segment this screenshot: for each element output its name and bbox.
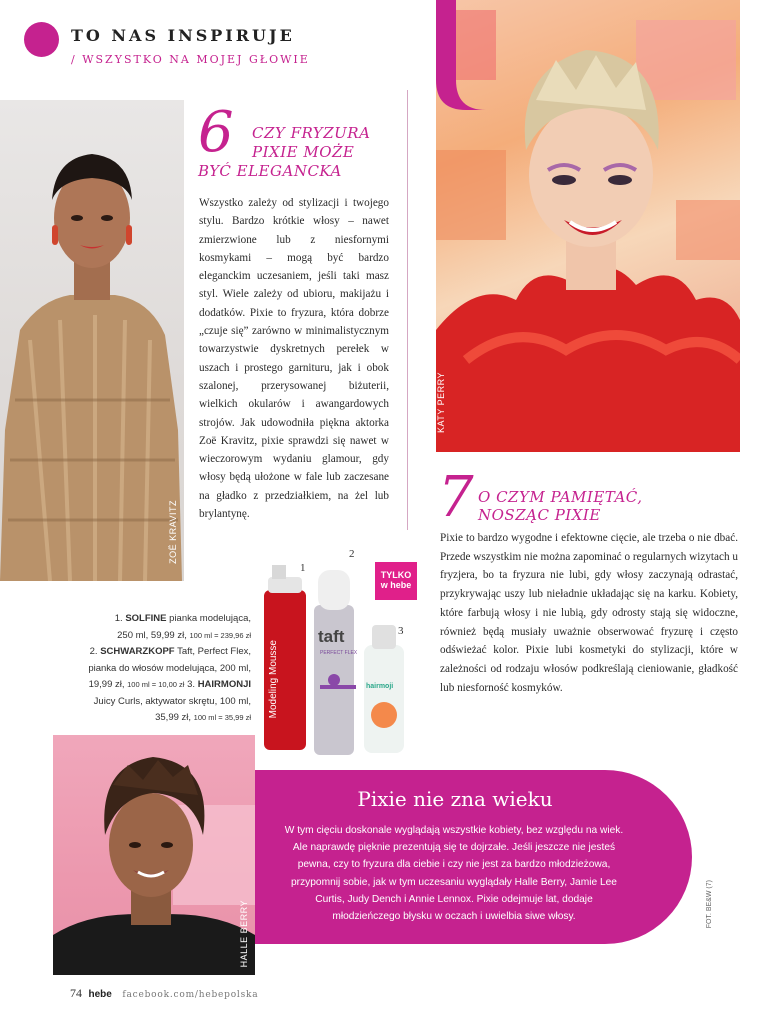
p1-unit: 100 ml = 239,96 zł — [189, 630, 251, 640]
p2-prefix: 2. — [89, 646, 98, 657]
p2-price: 19,99 zł, — [88, 679, 125, 690]
product-number-1: 1 — [300, 562, 306, 574]
section-6-body: Wszystko zależy od stylizacji i twojego stylu. Bardzo krótkie włosy – nawet zmierzwione lub z niesfornymi kosmykami – mogą być bardzo eleganckim uczesaniem, jeśli taki masz styl. Wiele zależy od ubioru, makijażu i dodatków. Pixie to fryzura, która dobrze „czuje się” zarówno w minimalistycznym towarzystwie dyskretnych perełek w uszach i prostego garnituru, jak i obok szalonej, przerysowanej biżuterii, wielkich okularów i awangardowych strojów. Jak udowodniła piękna aktorka Zoë Kravitz, pixie sprawdzi się nawet w wieczorowym wydaniu glamour, gdy włosy będą ułożone w fale lub zaczesane na gładko z przedziałkiem, na żel lub brylantynę. — [199, 197, 389, 521]
p3-desc: Juicy Curls, aktywator skrętu, 100 ml, — [93, 695, 251, 707]
p1-prefix: 1. — [114, 613, 123, 624]
p2-desc2: pianka do włosów modelująca, 200 ml, — [88, 662, 251, 674]
column-divider — [407, 90, 408, 530]
section-title: TO NAS INSPIRUJE — [71, 26, 295, 45]
badge-line-2: w hebe — [380, 580, 412, 590]
badge-line-1: TYLKO — [380, 570, 412, 580]
photo-credit: FOT. BE&W (7) — [706, 880, 713, 929]
katy-illustration — [436, 0, 740, 452]
product-2-brand: taft — [318, 627, 345, 646]
photo-katy-perry — [436, 0, 740, 452]
caption-halle: HALLE BERRY — [239, 900, 249, 968]
p1-brand: SOLFINE — [125, 613, 167, 624]
p2-brand: SCHWARZKOPF — [100, 646, 175, 657]
tylko-w-hebe-badge — [375, 562, 417, 600]
p2-unit: 100 ml = 10,00 zł — [127, 680, 185, 689]
p2-desc: Taft, Perfect Flex, — [177, 646, 251, 657]
halle-illustration — [53, 735, 255, 975]
section-6-heading-line-2: PIXIE MOŻE — [252, 143, 355, 161]
zoe-illustration — [0, 100, 184, 581]
section-subtitle: / WSZYSTKO NA MOJEJ GŁOWIE — [71, 53, 310, 66]
product-3-brand: hairmoji — [366, 683, 394, 690]
p3-unit: 100 ml = 35,99 zł — [193, 713, 251, 722]
pink-box-body: W tym cięciu doskonale wyglądają wszystkie kobiety, bez względu na wiek. Ale naprawdę pięknie prezentują się te dojrzałe. Jeśli jeszcze nie jesteś pewna, czy to fryzura dla ciebie i czy nie jest za bardzo młodzieżowa, przypomnij sobie, jak w tym uczesaniu wyglądały Halle Berry, Jamie Lee Curtis, Judy Dench i Annie Lennox. Pixie odejmuje lat, dodaje młodzieńczego błysku w oczach i uwielbia siwe włosy. — [284, 825, 624, 923]
section-6-heading-line-3: BYĆ ELEGANCKA — [198, 162, 342, 180]
footer-brand: hebe — [88, 989, 112, 1000]
section-7-heading — [478, 488, 738, 524]
footer — [70, 986, 258, 1001]
pink-box-title: Pixie nie zna wieku — [357, 787, 553, 811]
section-7-number: 7 — [438, 465, 474, 530]
product-1-label: Modeling Mousse — [268, 640, 279, 719]
product-caption — [60, 611, 251, 727]
p1-price: 250 ml, 59,99 zł, — [117, 629, 187, 641]
photo-zoe-kravitz — [0, 100, 184, 581]
photo-halle-berry — [53, 735, 255, 975]
caption-katy: KATY PERRY — [436, 372, 446, 434]
section-7-heading-line-1: O CZYM PAMIĘTAĆ, — [478, 488, 643, 506]
section-7-heading-line-2: NOSZĄC PIXIE — [478, 506, 601, 524]
p3-price: 35,99 zł, — [155, 712, 192, 723]
p1-desc: pianka modelująca, — [169, 613, 251, 624]
product-number-2: 2 — [349, 548, 355, 560]
header-dot — [24, 22, 59, 57]
section-6-number: 6 — [198, 100, 234, 165]
footer-url[interactable]: facebook.com/hebepolska — [122, 990, 259, 1000]
product-2-sub: PERFECT FLEX — [320, 650, 358, 656]
p3-prefix: 3. — [187, 679, 196, 690]
section-6-heading — [198, 124, 398, 181]
p3-brand: HAIRMONJI — [197, 679, 251, 690]
product-number-3: 3 — [398, 625, 404, 637]
caption-zoe: ZOË KRAVITZ — [168, 500, 178, 564]
section-6-heading-line-1: CZY FRYZURA — [252, 124, 371, 142]
page-number: 74 — [70, 986, 82, 1000]
section-7-body: Pixie to bardzo wygodne i efektowne cięcie, ale trzeba o nie dbać. Przede wszystkim nie można zapominać o regularnych wizytach u fryzjera, bo ta fryzura nie lubi, gdy włosy zaczynają odrastać, przykrywając uszy lub nieładnie układając się na karku. Kobiety, które farbują włosy i nie lubią, gdy odrosty stają się widoczne, również będą musiały uważnie obserwować fryzurę i często odświeżać kolor. Pixie lubi kosmetyki do stylizacji, które w zależności od rodzaju włosów podkreślają cieniowanie, gładkość lub niesforność kosmyków. — [440, 532, 738, 694]
